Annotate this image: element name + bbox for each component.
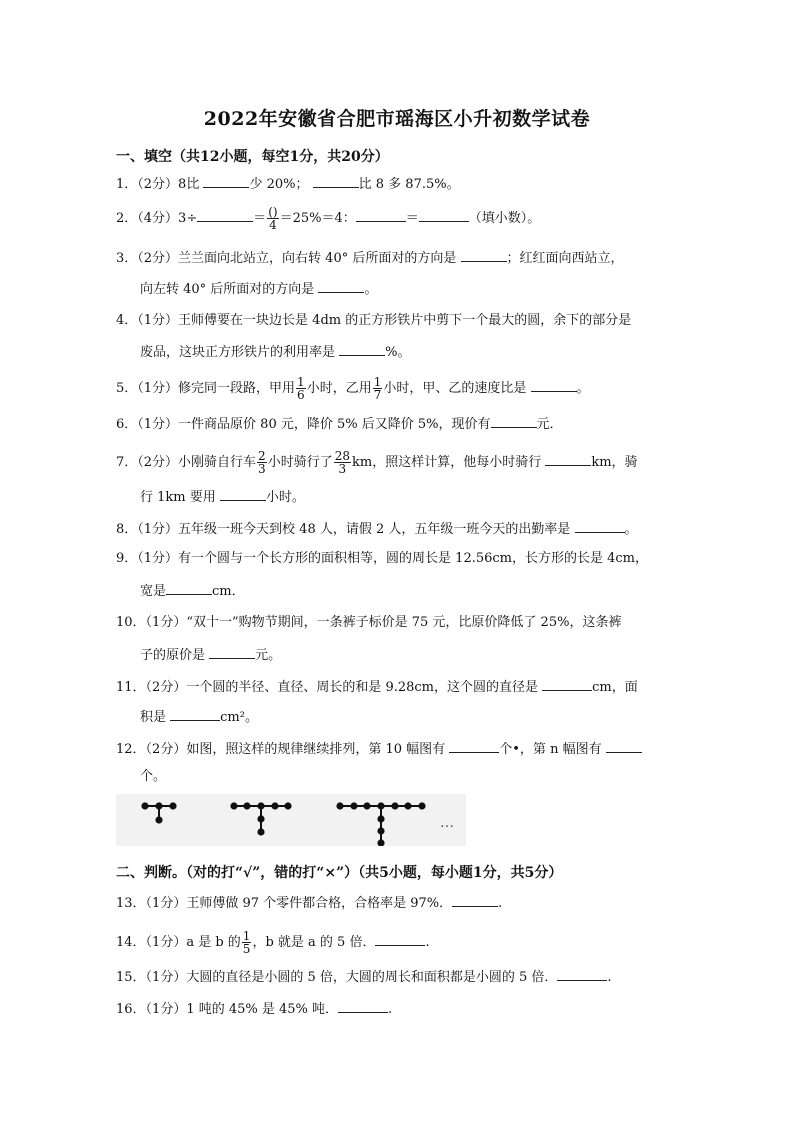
q3-text-c: 向左转 40° 后所面对的方向是	[140, 282, 315, 297]
fraction-denominator: 3	[258, 462, 266, 476]
ellipsis: …	[440, 815, 454, 831]
q7-text-e: 行 1km 要用	[140, 490, 216, 505]
q10-text-a: 10．（1分）“双十一”购物节期间，一条裤子标价是 75 元，比原价降低了 25%，这条裤	[116, 615, 622, 630]
q2-text-a: 2．（4分）3÷	[116, 211, 198, 226]
q8-text-b: 。	[624, 522, 638, 537]
answer-blank[interactable]	[491, 414, 537, 428]
q10-text-c: 元。	[255, 648, 282, 663]
fraction	[334, 450, 351, 475]
q9-text-c: cm．	[212, 584, 245, 599]
answer-blank[interactable]	[313, 174, 359, 188]
answer-blank[interactable]	[545, 452, 591, 466]
question-6	[116, 414, 680, 435]
answer-blank[interactable]	[197, 208, 253, 222]
q5-text-a: 5．（1分）修完同一段路，甲用	[116, 381, 296, 396]
question-11-cont	[140, 707, 704, 728]
answer-blank[interactable]	[452, 893, 498, 907]
q14-text-a: 14．（1分）a 是 b 的	[116, 935, 241, 950]
question-7-cont	[140, 487, 704, 508]
q2-text-d: ＝	[405, 211, 419, 226]
q16-text-a: 16．（1分）1 吨的 45% 是 45% 吨．	[116, 1002, 339, 1017]
answer-blank[interactable]	[606, 739, 642, 753]
question-8	[116, 519, 680, 540]
answer-blank[interactable]	[461, 248, 507, 262]
q1-text-a: 1．（2分）8比	[116, 177, 200, 192]
q11-text-c: 积是	[140, 710, 167, 725]
question-9-cont	[140, 581, 704, 602]
q5-text-d: 。	[576, 381, 590, 396]
answer-blank[interactable]	[531, 378, 577, 392]
q9-text-b: 宽是	[140, 584, 167, 599]
question-3	[116, 248, 680, 269]
fraction-numerator: 1	[242, 929, 251, 943]
answer-blank[interactable]	[318, 279, 364, 293]
fraction-denominator: 5	[242, 942, 251, 956]
q10-text-b: 子的原价是	[140, 648, 206, 663]
question-4-cont	[140, 342, 704, 363]
q4-text-c: %。	[385, 345, 411, 360]
fraction	[257, 450, 267, 475]
q9-text-a: 9．（1分）有一个圆与一个长方形的面积相等，圆的周长是 12.56cm，长方形的长是 4cm，	[116, 551, 649, 566]
question-5	[116, 376, 680, 401]
question-15	[116, 967, 680, 988]
q1-text-b: 少 20%；	[249, 177, 309, 192]
answer-blank[interactable]	[166, 581, 212, 595]
question-16	[116, 999, 680, 1020]
q11-text-d: cm²。	[220, 710, 258, 725]
answer-blank[interactable]	[339, 342, 385, 356]
q3-text-a: 3．（2分）兰兰面向北站立，向右转 40° 后所面对的方向是	[116, 251, 457, 266]
answer-blank[interactable]	[356, 208, 406, 222]
q2-text-e: （填小数）。	[468, 211, 541, 226]
fraction-denominator: 3	[338, 462, 347, 476]
fraction-numerator: 1	[373, 375, 382, 389]
question-14	[116, 930, 680, 955]
fraction	[242, 930, 252, 955]
question-10	[116, 613, 680, 633]
answer-blank[interactable]	[220, 487, 266, 501]
fraction	[296, 376, 306, 401]
q4-text-a: 4．（1分）王师傅要在一块边长是 4dm 的正方形铁片中剪下一个最大的圆，余下的部分是	[116, 313, 632, 328]
q11-text-a: 11．（2分）一个圆的半径、直径、周长的和是 9.28cm，这个圆的直径是	[116, 680, 538, 695]
q1-text-c: 比 8 多 87.5%。	[358, 177, 460, 192]
q7-text-c: km，照这样计算，他每小时骑行	[351, 455, 542, 470]
section-heading-true-false: 二、判断。（对的打“√”，错的打“×”）（共5小题，每小题1分，共5分）	[116, 865, 563, 881]
q12-text-a: 12．（2分）如图，照这样的规律继续排列，第 10 幅图有	[116, 742, 446, 757]
fraction	[373, 376, 383, 401]
question-4	[116, 311, 680, 331]
q3-text-b: ；红红面向西站立，	[506, 251, 624, 266]
q7-text-a: 7．（2分）小刚骑自行车	[116, 455, 257, 470]
q5-text-c: 小时，甲、乙的速度比是	[383, 381, 527, 396]
fraction-numerator: 2	[258, 449, 266, 463]
answer-blank[interactable]	[575, 519, 625, 533]
page-title: 2022年安徽省合肥市瑶海区小升初数学试卷	[203, 108, 591, 130]
question-11	[116, 677, 680, 698]
question-12-cont	[140, 767, 704, 787]
question-3-cont	[140, 279, 704, 300]
q7-text-b: 小时骑行了	[267, 455, 333, 470]
q5-text-b: 小时，乙用	[306, 381, 372, 396]
q7-text-d: km，骑	[591, 455, 638, 470]
q6-text-b: 元．	[536, 417, 563, 432]
question-13	[116, 893, 680, 914]
q12-text-c: 个。	[140, 769, 167, 784]
answer-blank[interactable]	[419, 208, 469, 222]
question-10-cont	[140, 645, 704, 666]
q11-text-b: cm，面	[592, 680, 638, 695]
q12-text-b: 个•，第 n 幅图有	[499, 742, 602, 757]
q6-text-a: 6．（1分）一件商品原价 80 元，降价 5% 后又降价 5%，现价有	[116, 417, 491, 432]
q13-text-b: .	[498, 896, 503, 911]
question-2	[116, 206, 680, 231]
q2-text-b: ＝	[253, 211, 267, 226]
q14-text-b: ，b 就是 a 的 5 倍．	[252, 935, 376, 950]
fraction-numerator: 1	[297, 375, 305, 389]
fraction-numerator: 28	[334, 449, 350, 463]
fraction-denominator: 4	[269, 218, 277, 232]
q15-text-a: 15．（1分）大圆的直径是小圆的 5 倍，大圆的周长和面积都是小圆的 5 倍．	[116, 970, 558, 985]
question-7	[116, 450, 680, 475]
fraction-numerator[interactable]: ()	[268, 205, 278, 219]
q15-text-b: .	[607, 970, 612, 985]
q4-text-b: 废品，这块正方形铁片的利用率是	[140, 345, 336, 360]
q13-text-a: 13．（1分）王师傅做 97 个零件都合格，合格率是 97%．	[116, 896, 453, 911]
question-1	[116, 174, 680, 195]
answer-blank[interactable]	[449, 739, 499, 753]
question-9	[116, 549, 680, 569]
fraction-denominator: 6	[297, 388, 305, 402]
q3-text-d: 。	[364, 282, 378, 297]
question-12	[116, 739, 680, 760]
section-heading-fill-blank: 一、填空（共12小题，每空1分，共20分）	[116, 149, 389, 165]
fraction-denominator: 7	[373, 388, 382, 402]
answer-blank[interactable]	[557, 967, 607, 981]
answer-blank[interactable]	[203, 174, 249, 188]
answer-blank[interactable]	[209, 645, 255, 659]
answer-blank[interactable]	[338, 999, 388, 1013]
answer-blank[interactable]	[375, 932, 425, 946]
q7-text-f: 小时。	[265, 490, 305, 505]
answer-blank[interactable]	[542, 677, 592, 691]
answer-blank[interactable]	[170, 707, 220, 721]
q8-text-a: 8．（1分）五年级一班今天到校 48 人，请假 2 人，五年级一班今天的出勤率是	[116, 522, 571, 537]
q16-text-b: .	[388, 1002, 393, 1017]
dot-pattern-figure	[116, 794, 466, 846]
q2-text-c: ＝25%＝4：	[279, 211, 356, 226]
q14-text-c: .	[425, 935, 430, 950]
fraction	[267, 206, 278, 231]
